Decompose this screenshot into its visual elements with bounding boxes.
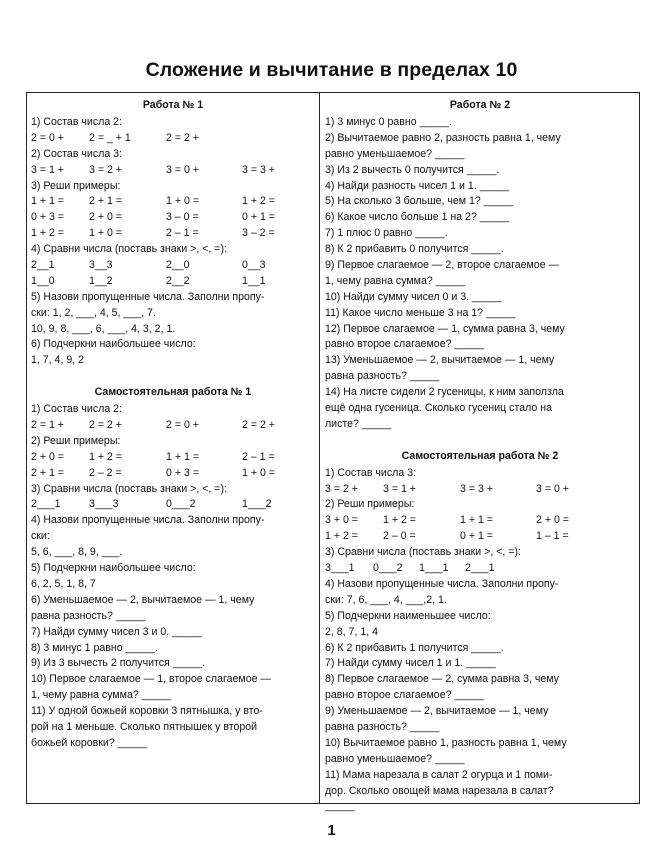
work1-task2-row [31,163,315,179]
example: 2 + 0 = [536,514,569,527]
work1-heading: Работа № 1 [142,99,204,111]
work2-line: 1, чему равна сумма? _____ [325,274,466,287]
ind2-task3-question: 3) Сравни числа (поставь знаки >, <, =): [325,546,521,559]
example: 1 – 1 = [536,530,569,543]
work2-line: равно уменьшаемое? _____ [325,147,465,160]
ind2-task2-question: 2) Реши примеры: [325,498,415,511]
right-column [325,98,635,815]
comparison: 0___2 [166,498,196,511]
work1-task3-row [31,194,315,210]
work2-heading: Работа № 2 [449,99,511,111]
comparison: 3___1 [325,562,355,575]
work2-line: 7) 1 плюс 0 равно _____. [325,227,448,240]
ind1-task4-question: 4) Назови пропущенные числа. Заполни пропу- [31,514,265,527]
comparison: 1__0 [31,274,55,287]
ind2-task11: _____ [325,800,355,813]
work2-line: 14) На листе сидели 2 гусеницы, к ним заползла [325,386,564,399]
example: 2 + 1 = [89,195,122,208]
ind1-task4-sequence: 5, 6, ___, 8, 9, ___. [31,546,123,559]
work1-task3-row [31,226,315,242]
example: 2 – 1 = [242,450,275,463]
comparison: 3___3 [89,498,119,511]
example: 0 + 1 = [242,211,275,224]
comparison: 3__3 [89,259,113,272]
ind1-task7: 7) Найди сумму чисел 3 и 0. _____ [31,625,202,638]
comparison: 2__2 [166,274,190,287]
example: 2 – 1 = [166,227,199,240]
example: 3 = 0 + [536,482,569,495]
work1-task2-item: 3 = 3 + [242,163,275,176]
ind1-task1-row [31,418,315,434]
work2-line: 1) 3 минус 0 равно _____. [325,116,453,128]
work2-line: 12) Первое слагаемое — 1, сумма равна 3, чему [325,322,565,335]
ind1-task10: 1, чему равна сумма? _____ [31,689,172,702]
work1-task1-item: 2 = 0 + [31,131,64,144]
ind1-task3-question: 3) Сравни числа (поставь знаки >, <, =): [31,482,227,495]
ind2-task4-question: ски: 7, 6, ___, 4, ___,2, 1. [325,593,447,606]
work1-task6-values: 1, 7, 4, 9, 2 [31,354,85,367]
comparison: 2___1 [465,562,495,575]
ind1-task11: рой на 1 меньше. Сколько пятнышек у второй [31,720,258,733]
comparison: 0__3 [242,259,266,272]
column-divider [319,92,320,804]
ind2-task5-question: 5) Подчеркни наименьшее число: [325,609,491,622]
work2-line: листе? _____ [325,417,392,430]
work1-task4-question: 4) Сравни числа (поставь знаки >, <, =): [31,243,227,256]
comparison: 1___2 [242,498,272,511]
example: 1 + 2 = [89,450,122,463]
ind1-task11: 11) У одной божьей коровки 3 пятнышка, у вто- [31,705,263,718]
work1-task4-row [31,274,315,290]
example: 1 + 1 = [31,195,64,208]
ind2-task9: равна разность? _____ [325,720,440,733]
work2-line: равно второе слагаемое? _____ [325,338,484,351]
ind1-task3-row [31,497,315,513]
example: 1 + 2 = [383,514,416,527]
comparison: 0___2 [373,562,403,575]
ind2-task10: 10) Вычитаемое равно 1, разность равна 1, чему [325,736,567,749]
example: 1 + 1 = [460,514,493,527]
comparison: 2__1 [31,259,55,272]
ind2-task1-question: 1) Состав числа 3: [325,466,416,479]
ind2-task8: 8) Первое слагаемое — 2, сумма равна 3, чему [325,673,559,686]
ind1-task1-question: 1) Состав числа 2: [31,403,122,416]
ind2-task2-row [325,513,635,529]
ind1-task6: 6) Уменьшаемое — 2, вычитаемое — 1, чему [31,593,255,606]
example: 2 + 0 = [89,211,122,224]
example: 0 + 3 = [31,211,64,224]
work2-line: 2) Вычитаемое равно 2, разность равна 1, чему [325,131,561,144]
example: 3 + 0 = [325,514,358,527]
ind1-heading: Самостоятельная работа № 1 [94,386,252,399]
work1-task1-row [31,131,315,147]
work2-line: 11) Какое число меньше 3 на 1? _____ [325,306,516,319]
ind2-task5-values: 2, 8, 7, 1, 4 [325,625,379,638]
ind1-task10: 10) Первое слагаемое — 1, второе слагаемое — [31,673,272,686]
ind2-task2-row [325,529,635,545]
example: 2 = 0 + [166,419,199,432]
example: 3 = 2 + [325,482,358,495]
work1-task2-question: 2) Состав числа 3: [31,147,122,160]
ind2-task3-row [325,561,635,577]
example: 1 + 0 = [242,466,275,479]
work1-task2-item: 3 = 0 + [166,163,199,176]
ind1-task9: 9) Из 3 вычесть 2 получится _____. [31,657,206,670]
ind1-task5-question: 5) Подчеркни наибольшее число: [31,562,196,575]
ind1-task2-question: 2) Реши примеры: [31,434,121,447]
ind2-task4-question: 4) Назови пропущенные числа. Заполни пропу- [325,577,559,590]
ind1-task2-row [31,466,315,482]
work2-line: ещё одна гусеница. Сколько гусениц стало на [325,402,552,415]
work1-task6-question: 6) Подчеркни наибольшее число: [31,338,196,351]
work2-line: 3) Из 2 вычесть 0 получится _____. [325,163,500,176]
ind2-heading: Самостоятельная работа № 2 [401,449,559,462]
example: 0 + 3 = [166,466,199,479]
work1-task3-row [31,210,315,226]
work2-line: 9) Первое слагаемое — 2, второе слагаемое — [325,259,560,272]
example: 1 + 0 = [89,227,122,240]
example: 1 + 1 = [166,450,199,463]
work1-task1-item: 2 = 2 + [166,131,199,144]
comparison: 1__1 [242,274,266,287]
example: 1 + 0 = [166,195,199,208]
work1-task5-question: 5) Назови пропущенные числа. Заполни пропу- [31,290,265,303]
work2-line: 5) На сколько 3 больше, чем 1? _____ [325,195,514,208]
work2-line: 13) Уменьшаемое — 2, вычитаемое — 1, чему [325,354,555,367]
ind1-task11: божьей коровки? _____ [31,736,148,749]
comparison: 2___1 [31,498,61,511]
work1-task5-sequence: 10, 9, 8, ___, 6, ___, 4, 3, 2, 1. [31,322,176,335]
ind2-task11: дор. Сколько овощей мама нарезала в салат? [325,784,554,797]
ind1-task8: 8) 3 минус 1 равно _____. [31,641,159,654]
work2-line: 4) Найди разность чисел 1 и 1. _____ [325,179,510,192]
work1-task4-row [31,258,315,274]
work1-task1-item: 2 = _ + 1 [89,131,131,144]
example: 3 – 0 = [166,211,199,224]
ind2-task8: равно второе слагаемое? _____ [325,689,484,702]
example: 1 + 2 = [325,530,358,543]
ind2-task7: 7) Найди сумму чисел 1 и 1. _____ [325,657,496,670]
ind1-task2-row [31,450,315,466]
ind1-task6: равна разность? _____ [31,609,146,622]
example: 3 = 1 + [383,482,416,495]
work2-line: 10) Найди сумму чисел 0 и 3. _____ [325,290,502,303]
work1-task2-item: 3 = 2 + [89,163,122,176]
ind1-task4-question: ски: [31,530,50,543]
left-column [31,98,315,752]
example: 2 = 2 + [89,419,122,432]
page-title: Сложение и вычитание в пределах 10 [145,59,518,81]
example: 2 + 0 = [31,450,64,463]
example: 2 = 1 + [31,419,64,432]
example: 2 + 1 = [31,466,64,479]
ind2-task11: 11) Мама нарезала в салат 2 огурца и 1 поми- [325,768,553,781]
ind2-task6: 6) К 2 прибавить 1 получится _____. [325,641,504,654]
ind2-task10: равно уменьшаемое? _____ [325,752,465,765]
example: 3 – 2 = [242,227,275,240]
example: 2 – 2 = [89,466,122,479]
work1-task1-question: 1) Состав числа 2: [31,116,122,128]
example: 2 = 2 + [242,419,275,432]
work2-line: 8) К 2 прибавить 0 получится _____. [325,243,504,256]
work2-line: равна разность? _____ [325,370,440,383]
comparison: 1___1 [419,562,449,575]
example: 1 + 2 = [31,227,64,240]
example: 3 = 3 + [460,482,493,495]
page-number: 1 [327,822,336,839]
comparison: 2__0 [166,259,190,272]
ind1-task5-values: 6, 2, 5, 1, 8, 7 [31,577,96,590]
work1-task5-question: ски: 1, 2, ___, 4, 5, ___, 7. [31,306,156,319]
work1-task2-item: 3 = 1 + [31,163,64,176]
example: 1 + 2 = [242,195,275,208]
work2-line: 6) Какое число больше 1 на 2? _____ [325,211,510,224]
example: 0 + 1 = [460,530,493,543]
work1-task3-question: 3) Реши примеры: [31,179,121,192]
ind2-task9: 9) Уменьшаемое — 2, вычитаемое — 1, чему [325,705,549,718]
comparison: 1__2 [89,274,113,287]
ind2-task1-row [325,482,635,498]
example: 2 – 0 = [383,530,416,543]
